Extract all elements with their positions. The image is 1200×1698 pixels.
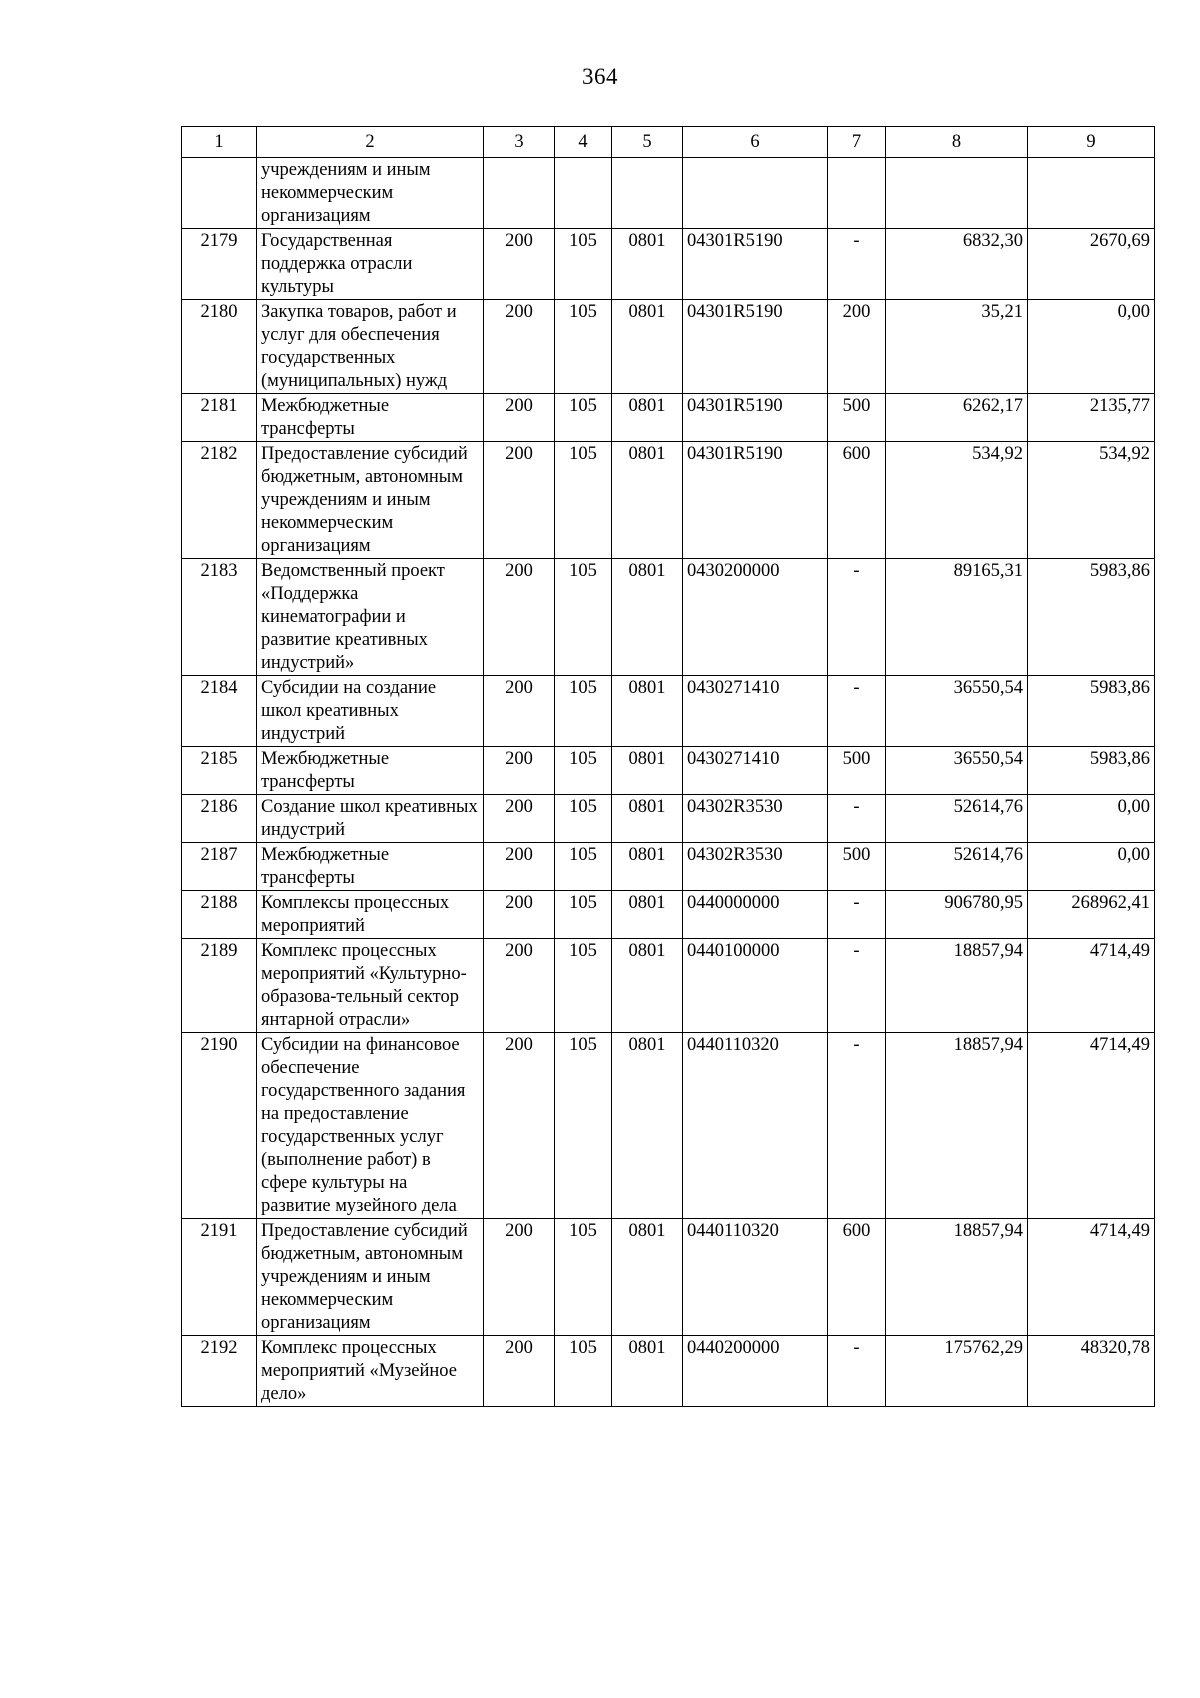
amount-cell: 6262,17 [886, 394, 1028, 442]
table-row [182, 891, 1155, 939]
code-cell: 200 [484, 559, 555, 676]
amount-cell: 0,00 [1028, 795, 1155, 843]
type-cell: - [828, 795, 886, 843]
code-cell: 200 [484, 676, 555, 747]
name-cell: Ведомственный проект «Поддержка кинематографии и развитие креативных индустрий» [257, 559, 484, 676]
code-cell: 105 [555, 676, 612, 747]
row-number-cell: 2179 [182, 229, 257, 300]
code-cell: 105 [555, 442, 612, 559]
table-row [182, 1219, 1155, 1336]
name-cell: Комплекс процессных мероприятий «Музейное дело» [257, 1336, 484, 1407]
amount-cell: 18857,94 [886, 939, 1028, 1033]
target-code-cell: 04301R5190 [683, 229, 828, 300]
name-cell: Субсидии на финансовое обеспечение государственного задания на предоставление государственных услуг (выполнение работ) в сфере культуры на развитие музейного дела [257, 1033, 484, 1219]
column-header: 1 [182, 127, 257, 158]
code-cell: 200 [484, 747, 555, 795]
amount-cell: 5983,86 [1028, 747, 1155, 795]
type-cell: 500 [828, 394, 886, 442]
code-cell: 105 [555, 559, 612, 676]
type-cell: - [828, 891, 886, 939]
row-number-cell: 2180 [182, 300, 257, 394]
row-number-cell: 2192 [182, 1336, 257, 1407]
table-row [182, 442, 1155, 559]
amount-cell: 534,92 [886, 442, 1028, 559]
code-cell: 0801 [612, 1336, 683, 1407]
code-cell: 0801 [612, 394, 683, 442]
code-cell: 0801 [612, 559, 683, 676]
amount-cell: 5983,86 [1028, 676, 1155, 747]
name-cell: Предоставление субсидий бюджетным, автономным учреждениям и иным некоммерческим организациям [257, 1219, 484, 1336]
amount-cell: 906780,95 [886, 891, 1028, 939]
code-cell: 105 [555, 300, 612, 394]
column-header: 8 [886, 127, 1028, 158]
row-number-cell [182, 158, 257, 229]
name-cell: Закупка товаров, работ и услуг для обеспечения государственных (муниципальных) нужд [257, 300, 484, 394]
type-cell: - [828, 229, 886, 300]
name-cell: Межбюджетные трансферты [257, 747, 484, 795]
type-cell: - [828, 1033, 886, 1219]
table-row [182, 843, 1155, 891]
type-cell: - [828, 559, 886, 676]
amount-cell: 18857,94 [886, 1033, 1028, 1219]
code-cell: 0801 [612, 676, 683, 747]
code-cell: 105 [555, 891, 612, 939]
type-cell: 600 [828, 1219, 886, 1336]
amount-cell: 534,92 [1028, 442, 1155, 559]
code-cell: 200 [484, 1033, 555, 1219]
name-cell: Межбюджетные трансферты [257, 394, 484, 442]
row-number-cell: 2184 [182, 676, 257, 747]
page-number: 364 [582, 64, 618, 89]
amount-cell: 268962,41 [1028, 891, 1155, 939]
name-cell: учреждениям и иным некоммерческим организациям [257, 158, 484, 229]
code-cell: 105 [555, 939, 612, 1033]
target-code-cell: 04301R5190 [683, 300, 828, 394]
amount-cell: 0,00 [1028, 843, 1155, 891]
table-row [182, 229, 1155, 300]
name-cell: Предоставление субсидий бюджетным, автономным учреждениям и иным некоммерческим организациям [257, 442, 484, 559]
type-cell: - [828, 1336, 886, 1407]
row-number-cell: 2185 [182, 747, 257, 795]
type-cell [828, 158, 886, 229]
code-cell [612, 158, 683, 229]
target-code-cell: 0430200000 [683, 559, 828, 676]
amount-cell: 4714,49 [1028, 939, 1155, 1033]
amount-cell: 2670,69 [1028, 229, 1155, 300]
type-cell: 500 [828, 747, 886, 795]
table-body [182, 158, 1155, 1407]
budget-table [181, 126, 1155, 1407]
code-cell: 200 [484, 891, 555, 939]
amount-cell: 175762,29 [886, 1336, 1028, 1407]
row-number-cell: 2191 [182, 1219, 257, 1336]
code-cell: 0801 [612, 1219, 683, 1336]
amount-cell: 52614,76 [886, 843, 1028, 891]
target-code-cell: 04302R3530 [683, 843, 828, 891]
amount-cell: 36550,54 [886, 676, 1028, 747]
table-row [182, 939, 1155, 1033]
code-cell: 200 [484, 1219, 555, 1336]
header-row [182, 127, 1155, 158]
code-cell: 0801 [612, 229, 683, 300]
code-cell [484, 158, 555, 229]
code-cell: 0801 [612, 1033, 683, 1219]
code-cell [555, 158, 612, 229]
table-row [182, 158, 1155, 229]
column-header: 2 [257, 127, 484, 158]
code-cell: 105 [555, 229, 612, 300]
code-cell: 105 [555, 394, 612, 442]
code-cell: 105 [555, 1033, 612, 1219]
type-cell: - [828, 939, 886, 1033]
target-code-cell: 0430271410 [683, 747, 828, 795]
name-cell: Межбюджетные трансферты [257, 843, 484, 891]
row-number-cell: 2183 [182, 559, 257, 676]
column-header: 4 [555, 127, 612, 158]
table-row [182, 795, 1155, 843]
name-cell: Комплекс процессных мероприятий «Культурно-образова-тельный сектор янтарной отрасли» [257, 939, 484, 1033]
code-cell: 200 [484, 795, 555, 843]
code-cell: 0801 [612, 939, 683, 1033]
name-cell: Государственная поддержка отрасли культуры [257, 229, 484, 300]
name-cell: Субсидии на создание школ креативных индустрий [257, 676, 484, 747]
target-code-cell: 0440100000 [683, 939, 828, 1033]
column-header: 3 [484, 127, 555, 158]
code-cell: 200 [484, 300, 555, 394]
code-cell: 0801 [612, 795, 683, 843]
table-row [182, 676, 1155, 747]
table-row [182, 300, 1155, 394]
table-row [182, 1336, 1155, 1407]
row-number-cell: 2186 [182, 795, 257, 843]
code-cell: 105 [555, 1336, 612, 1407]
row-number-cell: 2182 [182, 442, 257, 559]
type-cell: 200 [828, 300, 886, 394]
name-cell: Комплексы процессных мероприятий [257, 891, 484, 939]
code-cell: 0801 [612, 891, 683, 939]
code-cell: 200 [484, 442, 555, 559]
amount-cell: 36550,54 [886, 747, 1028, 795]
code-cell: 200 [484, 1336, 555, 1407]
type-cell: 500 [828, 843, 886, 891]
row-number-cell: 2188 [182, 891, 257, 939]
amount-cell: 2135,77 [1028, 394, 1155, 442]
table-row [182, 559, 1155, 676]
code-cell: 105 [555, 1219, 612, 1336]
target-code-cell: 04302R3530 [683, 795, 828, 843]
target-code-cell: 0430271410 [683, 676, 828, 747]
column-header: 9 [1028, 127, 1155, 158]
target-code-cell: 0440000000 [683, 891, 828, 939]
code-cell: 0801 [612, 442, 683, 559]
table-row [182, 747, 1155, 795]
table-row [182, 1033, 1155, 1219]
code-cell: 105 [555, 795, 612, 843]
amount-cell [886, 158, 1028, 229]
row-number-cell: 2181 [182, 394, 257, 442]
code-cell: 0801 [612, 300, 683, 394]
amount-cell: 6832,30 [886, 229, 1028, 300]
code-cell: 0801 [612, 747, 683, 795]
amount-cell: 52614,76 [886, 795, 1028, 843]
code-cell: 0801 [612, 843, 683, 891]
amount-cell [1028, 158, 1155, 229]
code-cell: 200 [484, 394, 555, 442]
row-number-cell: 2190 [182, 1033, 257, 1219]
target-code-cell: 0440200000 [683, 1336, 828, 1407]
row-number-cell: 2187 [182, 843, 257, 891]
code-cell: 200 [484, 229, 555, 300]
amount-cell: 35,21 [886, 300, 1028, 394]
amount-cell: 4714,49 [1028, 1033, 1155, 1219]
amount-cell: 0,00 [1028, 300, 1155, 394]
code-cell: 105 [555, 843, 612, 891]
type-cell: 600 [828, 442, 886, 559]
amount-cell: 18857,94 [886, 1219, 1028, 1336]
type-cell: - [828, 676, 886, 747]
amount-cell: 89165,31 [886, 559, 1028, 676]
target-code-cell [683, 158, 828, 229]
row-number-cell: 2189 [182, 939, 257, 1033]
amount-cell: 5983,86 [1028, 559, 1155, 676]
target-code-cell: 04301R5190 [683, 442, 828, 559]
target-code-cell: 0440110320 [683, 1033, 828, 1219]
code-cell: 105 [555, 747, 612, 795]
column-header: 7 [828, 127, 886, 158]
amount-cell: 4714,49 [1028, 1219, 1155, 1336]
target-code-cell: 04301R5190 [683, 394, 828, 442]
code-cell: 200 [484, 843, 555, 891]
amount-cell: 48320,78 [1028, 1336, 1155, 1407]
name-cell: Создание школ креативных индустрий [257, 795, 484, 843]
code-cell: 200 [484, 939, 555, 1033]
target-code-cell: 0440110320 [683, 1219, 828, 1336]
column-header: 5 [612, 127, 683, 158]
table-row [182, 394, 1155, 442]
column-header: 6 [683, 127, 828, 158]
